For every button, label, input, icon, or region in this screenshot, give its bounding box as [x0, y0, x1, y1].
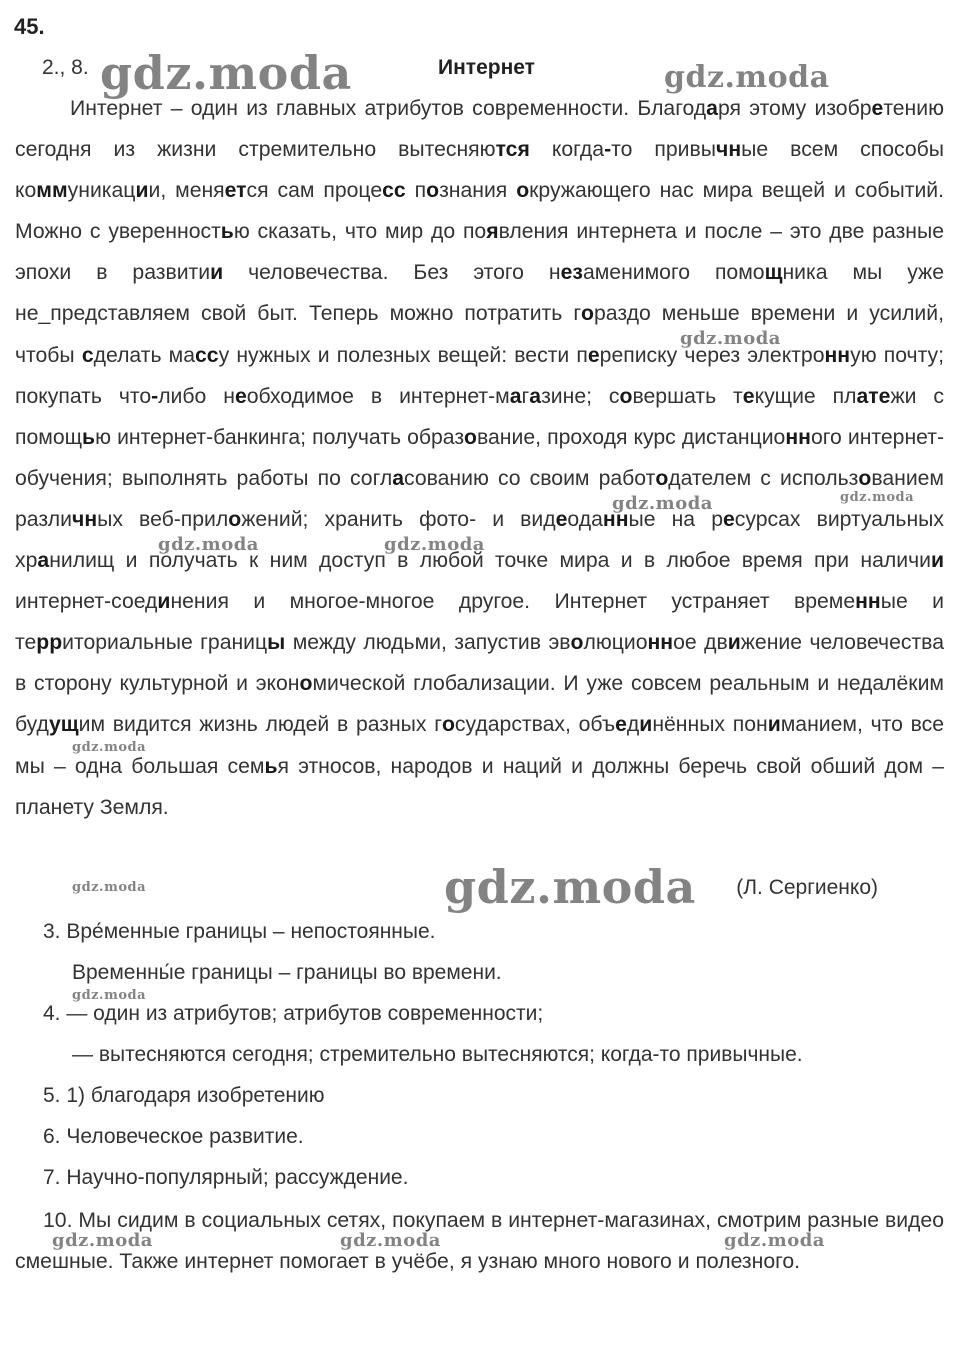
watermark-logo: gdz.moda [72, 740, 147, 755]
watermark-logo: gdz.moda [444, 860, 696, 914]
answer-7: 7. Научно-популярный; рассуждение. [43, 1166, 409, 1189]
text-title: Интернет [438, 56, 535, 79]
watermark-logo: gdz.moda [340, 1230, 441, 1251]
watermark-logo: gdz.moda [612, 493, 713, 514]
answer-3-line-2: Временны́е границы – границы во времени. [72, 961, 502, 984]
watermark-logo: gdz.moda [664, 60, 830, 95]
answer-5: 5. 1) благодаря изобретению [43, 1084, 325, 1107]
answer-4-line-2: — вытесняются сегодня; стремительно вытесняются; когда-то привычные. [72, 1043, 803, 1066]
watermark-logo: gdz.moda [72, 880, 147, 895]
watermark-logo: gdz.moda [100, 46, 352, 100]
watermark-logo: gdz.moda [72, 988, 147, 1003]
author-signature: (Л. Сергиенко) [736, 876, 878, 899]
watermark-logo: gdz.moda [724, 1230, 825, 1251]
watermark-logo: gdz.moda [384, 534, 485, 555]
watermark-logo: gdz.moda [158, 534, 259, 555]
watermark-logo: gdz.moda [840, 490, 915, 505]
answer-3-line-1: 3. Вре́менные границы – непостоянные. [43, 920, 436, 943]
task-refs: 2., 8. [42, 56, 89, 79]
task-number: 45. [14, 14, 45, 39]
answer-10: 10. Мы сидим в социальных сетях, покупаем в интернет-магазинах, смотрим разные видео смешные. Также интернет помогает в учёбе, я узнаю много нового и полезного. [15, 1209, 944, 1273]
answer-4-line-1: 4. — один из атрибутов; атрибутов современности; [43, 1002, 544, 1025]
main-text: Интернет – один из главных атрибутов современности. Благодаря этому изобретению сегодня из жизни стремительно вытесняются когда-то привычные всем способы коммуникации, меняется сам процесс познания окружающего нас мира вещей и событий. Можно с уверенностью сказать, что мир до появления интернета и после – это две разные эпохи в развитии человечества. Без этого незаменимого помощника мы уже не_представляем свой быт. Теперь можно потратить гораздо меньше времени и усилий, чтобы сделать массу нужных и полезных вещей: вести переписку через электронную почту; покупать что-либо необходимое в интернет-магазине; совершать текущие платежи с помощью интернет-банкинга; получать образование, проходя курс дистанционного интернет-обучения; выполнять работы по согласованию со своим работодателем с использованием различных веб-приложений; хранить фото- и видеоданные на ресурсах виртуальных хранилищ и получать к ним доступ в любой точке мира и в любое время при наличии интернет-соединения и многое-многое другое. Интернет устраняет временные и территориальные границы между людьми, запустив эволюционное движение человечества в сторону культурной и экономической глобализации. И уже совсем реальным и недалёким будущим видится жизнь людей в разных государствах, объединённых пониманием, что все мы – одна большая семья этносов, народов и наций и должны беречь свой обший дом – планету Земля. [15, 97, 945, 819]
watermark-logo: gdz.moda [52, 1230, 153, 1251]
watermark-logo: gdz.moda [680, 328, 781, 349]
answer-6: 6. Человеческое развитие. [43, 1125, 304, 1148]
